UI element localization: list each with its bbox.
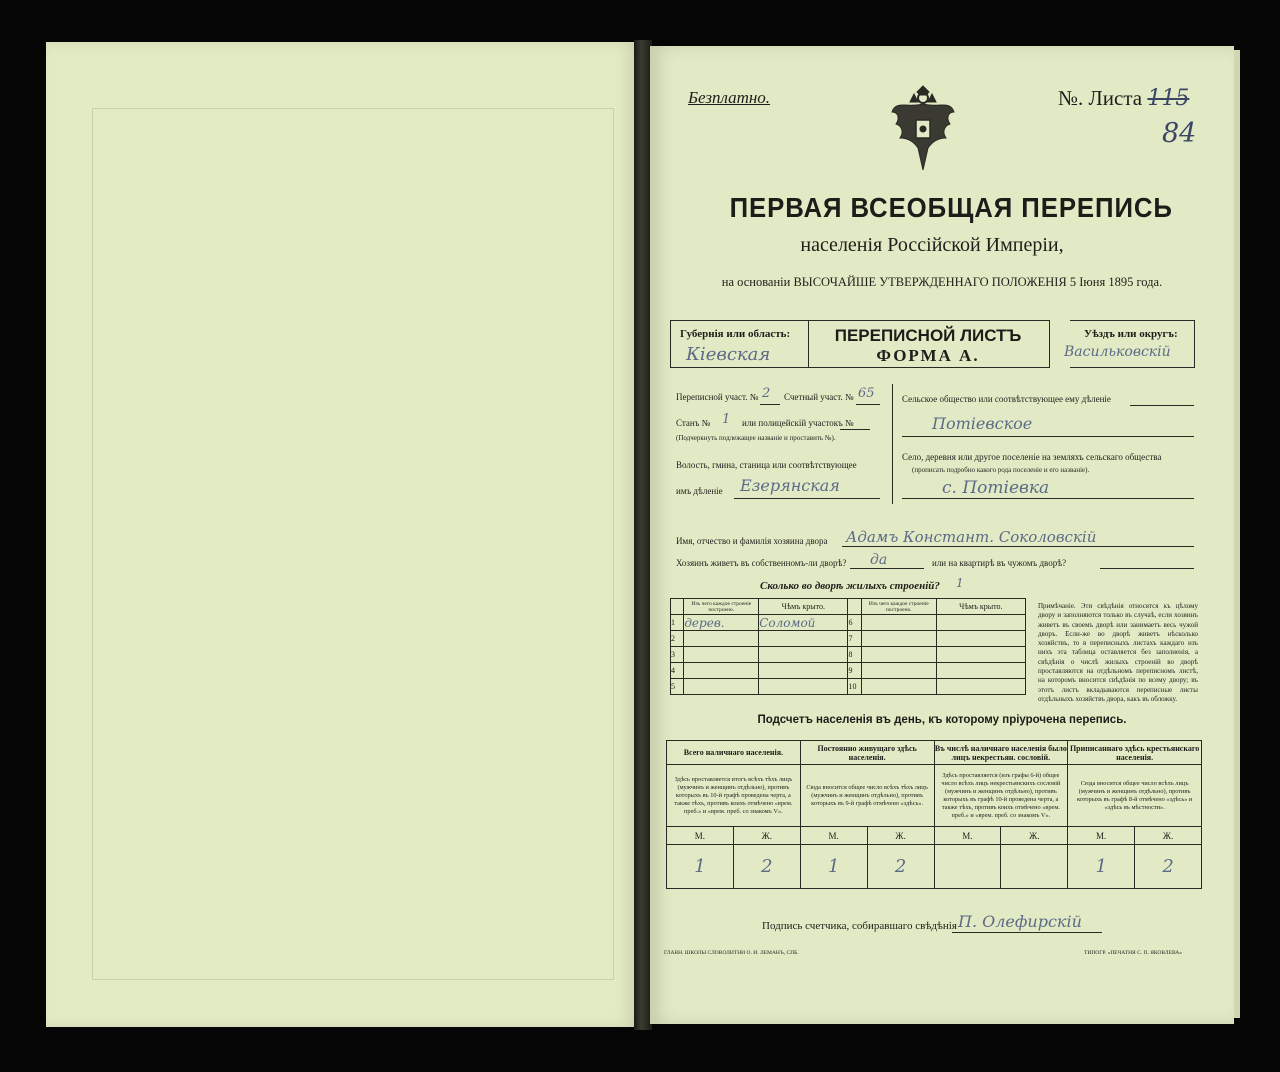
pop-m-label: М. (1068, 827, 1135, 845)
census-title: ПЕРВАЯ ВСЕОБЩАЯ ПЕРЕПИСЬ (729, 192, 1173, 223)
row-number: 5 (671, 679, 684, 695)
volost-value: Езерянская (740, 476, 840, 495)
population-title: Подсчетъ населенія въ день, къ которому пріурочена перепись. (757, 714, 1127, 726)
village-note: (прописать подробно какого рода поселеніе и его названіе). (912, 466, 1090, 474)
owner-name-label: Имя, отчество и фамилія хозяина двора (676, 536, 828, 546)
pop-2-f: 2 (867, 845, 934, 889)
imperial-eagle-emblem (888, 82, 958, 178)
row-number: 4 (671, 663, 684, 679)
apartment-label: или на квартирѣ въ чужомъ дворѣ? (932, 558, 1067, 568)
left-page-frame (92, 108, 614, 980)
pop-m-label: М. (800, 827, 867, 845)
owner-lives-label: Хозяинъ живетъ въ собственномъ-ли дворѣ? (676, 558, 847, 568)
district-value: Васильковскій (1064, 344, 1171, 360)
footer-left: ГЛАВН. ШКОЛЫ СЛОВОЛИТНИ О. И. ЛЕМАНЪ, СПБ. (664, 950, 799, 956)
buildings-table (670, 598, 1026, 695)
pop-col-1-head: Всего наличнаго населенія. (667, 741, 801, 765)
col-material-2: Изъ чего каждое строеніе построено. (861, 599, 936, 615)
census-form-page (650, 46, 1234, 1024)
pop-f-label: Ж. (733, 827, 800, 845)
pop-4-m: 1 (1068, 845, 1135, 889)
population-table (666, 740, 1202, 889)
pop-f-label: Ж. (867, 827, 934, 845)
pop-4-f: 2 (1135, 845, 1202, 889)
pop-col-3-desc: Здѣсь проставляется (изъ графы 6-й) общее число всѣхъ лицъ некрестьянскихъ сословій (мужчинъ и женщинъ отдѣльно), противъ которыхъ въ графѣ 10-й проведена черта, а также тѣхъ, противъ коихъ отмѣчено «врем. преб.» и «врем. преб. со знакомъ V». (934, 765, 1068, 827)
underline-note: (Подчеркнуть подлежащее названіе и проставить №). (676, 434, 836, 442)
pop-1-m: 1 (667, 845, 734, 889)
census-area-value: 2 (762, 386, 771, 401)
signature-label: Подпись счетчика, собиравшаго свѣдѣнія (762, 920, 957, 932)
pop-col-2-desc: Сюда вносится общее число всѣхъ тѣхъ лицъ (мужчинъ и женщинъ отдѣльно), противъ которыхъ въ 9-й графѣ отмѣчено «здѣсь». (800, 765, 934, 827)
volost-label: Волость, гмина, станица или соотвѣтствующее (676, 460, 857, 470)
pop-f-label: Ж. (1135, 827, 1202, 845)
form-subtitle: ФОРМА А. (876, 346, 980, 365)
signature-value: П. Олефирскій (958, 912, 1082, 931)
pop-col-4-desc: Сюда вносится общее число всѣхъ лицъ (мужчинъ и женщинъ отдѣльно), противъ которыхъ въ графѣ 8-й отмѣчено «здѣсь» и «здѣсь въ мѣстности». (1068, 765, 1202, 827)
sheet-number-handwritten: 84 (1162, 118, 1197, 149)
stan-value: 1 (722, 412, 731, 427)
row-number: 9 (848, 663, 861, 679)
pop-col-2-head: Постоянно живущаго здѣсь населенія. (800, 741, 934, 765)
province-value: Кіевская (686, 344, 771, 365)
pop-2-m: 1 (800, 845, 867, 889)
row-number: 3 (671, 647, 684, 663)
pop-3-f (1001, 845, 1068, 889)
row-number: 8 (848, 647, 861, 663)
owner-name-value: Адамъ Констант. Соколовскій (846, 528, 1097, 546)
society-label: Сельское общество или соотвѣтствующее ему дѣленіе (902, 394, 1111, 404)
col-roof: Чѣмъ крыто. (759, 599, 848, 615)
pop-f-label: Ж. (1001, 827, 1068, 845)
row-number: 7 (848, 631, 861, 647)
sheet-number-struck: 115 (1147, 86, 1190, 111)
row-roof: Соломой (759, 615, 848, 631)
buildings-label: Сколько во дворѣ жилыхъ строеній? (760, 580, 940, 592)
count-area-value: 65 (858, 386, 875, 401)
census-subtitle: населенія Россійской Имперіи, (800, 234, 1064, 256)
society-value: Потіевское (932, 414, 1033, 433)
pop-col-4-head: Приписаннаго здѣсь крестьянскаго населенія. (1068, 741, 1202, 765)
row-number: 10 (848, 679, 861, 695)
pop-1-f: 2 (733, 845, 800, 889)
buildings-value: 1 (956, 576, 964, 590)
page-stack-edge (1234, 50, 1240, 1018)
sheet-number-label: №. Листа 115 (1058, 86, 1190, 111)
village-value: с. Потіевка (942, 478, 1050, 498)
pop-m-label: М. (934, 827, 1001, 845)
buildings-note: Примѣчаніе. Эти свѣдѣнія относятся къ цѣлому двору и заполняются только въ случаѣ, если хозяинъ живетъ въ своемъ дворѣ или занимаетъ весь чужой дворъ. Если-же во дворѣ живетъ нѣсколько хозяйствъ, то в переписныхъ листахъ каждаго изъ нихъ эта таблица оставляется без заполненія, а свѣдѣнія о числѣ жилыхъ строеній во дворѣ проставляются на отдѣльномъ переписномъ листѣ, на которомъ вносится свѣдѣнія по всему двору; въ этотъ листъ вкладываются переписные листы отдѣльныхъ хозяйствъ двора, какъ въ обложку. (1038, 602, 1198, 703)
district-label: Уѣздъ или округъ: (1084, 328, 1178, 340)
stan-label: Станъ № (676, 418, 711, 428)
volost-label-2: имъ дѣленіе (676, 486, 723, 496)
pop-m-label: М. (667, 827, 734, 845)
census-area-label: Переписной участ. № (676, 392, 759, 402)
village-label: Село, деревня или другое поселеніе на земляхъ сельскаго общества (902, 452, 1162, 462)
row-number: 1 (671, 615, 684, 631)
col-roof-2: Чѣмъ крыто. (936, 599, 1025, 615)
free-label: Безплатно. (688, 88, 771, 107)
col-material: Изъ чего каждое строеніе построено. (684, 599, 759, 615)
owner-lives-value: да (870, 552, 888, 568)
row-number: 6 (848, 615, 861, 631)
form-title: ПЕРЕПИСНОЙ ЛИСТЪ (834, 326, 1022, 345)
pop-col-3-head: Въ числѣ наличнаго населенія было лицъ некрестьян. сословій. (934, 741, 1068, 765)
police-label: или полицейскій участокъ № (742, 418, 854, 428)
pop-3-m (934, 845, 1001, 889)
count-area-label: Счетный участ. № (784, 392, 854, 402)
footer-right: ТИПОГР. «ПЕЧАТНЯ С. П. ЯКОВЛЕВА» (1084, 950, 1183, 956)
row-number: 2 (671, 631, 684, 647)
row-material: дерев. (684, 615, 759, 631)
province-label: Губернія или область: (680, 328, 791, 340)
census-basis: на основаніи ВЫСОЧАЙШЕ УТВЕРЖДЕННАГО ПОЛОЖЕНІЯ 5 Іюня 1895 года. (721, 275, 1163, 289)
pop-col-1-desc: Здѣсь проставляется итогъ всѣхъ тѣхъ лицъ (мужчинъ и женщинъ отдѣльно), противъ которыхъ въ 10-й графѣ проведена черта, а также тѣхъ, противъ коихъ отмѣчено «врем. преб.» и «врем. преб. со знакомъ V». (667, 765, 801, 827)
left-page (46, 42, 637, 1027)
